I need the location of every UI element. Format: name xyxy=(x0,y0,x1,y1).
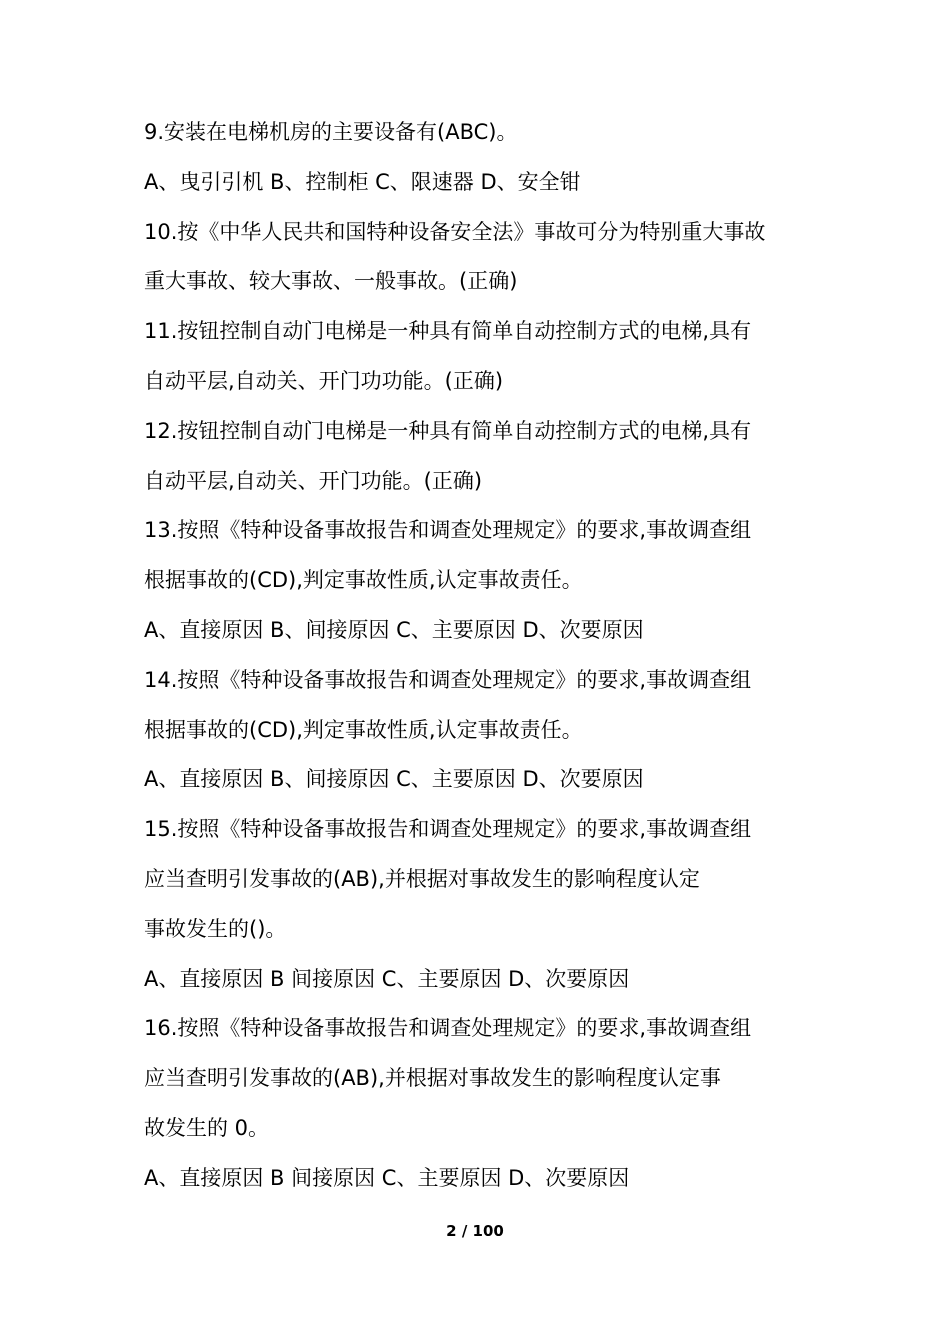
text-line: A、直接原因 B、间接原因 C、主要原因 D、次要原因 xyxy=(144,617,644,642)
text-line: 自动平层,自动关、开门功功能。(正确) xyxy=(144,368,504,393)
page-content xyxy=(144,108,834,1204)
text-line: 应当查明引发事故的(AB),并根据对事故发生的影响程度认定事 xyxy=(144,1066,721,1091)
text-line: 16.按照《特种设备事故报告和调查处理规定》的要求,事故调查组 xyxy=(144,1016,752,1041)
text-line: A、直接原因 B、间接原因 C、主要原因 D、次要原因 xyxy=(144,767,644,792)
text-line: 应当查明引发事故的(AB),并根据对事故发生的影响程度认定 xyxy=(144,866,700,891)
text-line: 根据事故的(CD),判定事故性质,认定事故责任。 xyxy=(144,717,583,742)
text-line: 12.按钮控制自动门电梯是一种具有简单自动控制方式的电梯,具有 xyxy=(144,418,752,443)
text-line: 10.按《中华人民共和国特种设备安全法》事故可分为特别重大事故 xyxy=(144,219,766,244)
page-number: 2 / 100 xyxy=(446,1222,504,1240)
text-line: 15.按照《特种设备事故报告和调查处理规定》的要求,事故调查组 xyxy=(144,817,752,842)
text-line: A、直接原因 B 间接原因 C、主要原因 D、次要原因 xyxy=(144,966,630,991)
text-line: A、直接原因 B 间接原因 C、主要原因 D、次要原因 xyxy=(144,1165,630,1190)
text-line: 11.按钮控制自动门电梯是一种具有简单自动控制方式的电梯,具有 xyxy=(144,319,752,344)
text-line: 14.按照《特种设备事故报告和调查处理规定》的要求,事故调查组 xyxy=(144,667,752,692)
text-line: 根据事故的(CD),判定事故性质,认定事故责任。 xyxy=(144,568,583,593)
text-line: 事故发生的()。 xyxy=(144,916,287,941)
text-line: 13.按照《特种设备事故报告和调查处理规定》的要求,事故调查组 xyxy=(144,518,752,543)
text-line: 自动平层,自动关、开门功能。(正确) xyxy=(144,468,483,493)
text-line: 故发生的 0。 xyxy=(144,1115,270,1140)
text-line: 重大事故、较大事故、一般事故。(正确) xyxy=(144,269,518,294)
text-line: A、曳引引机 B、控制柜 C、限速器 D、安全钳 xyxy=(144,169,581,194)
text-line: 9.安装在电梯机房的主要设备有(ABC)。 xyxy=(144,120,518,144)
